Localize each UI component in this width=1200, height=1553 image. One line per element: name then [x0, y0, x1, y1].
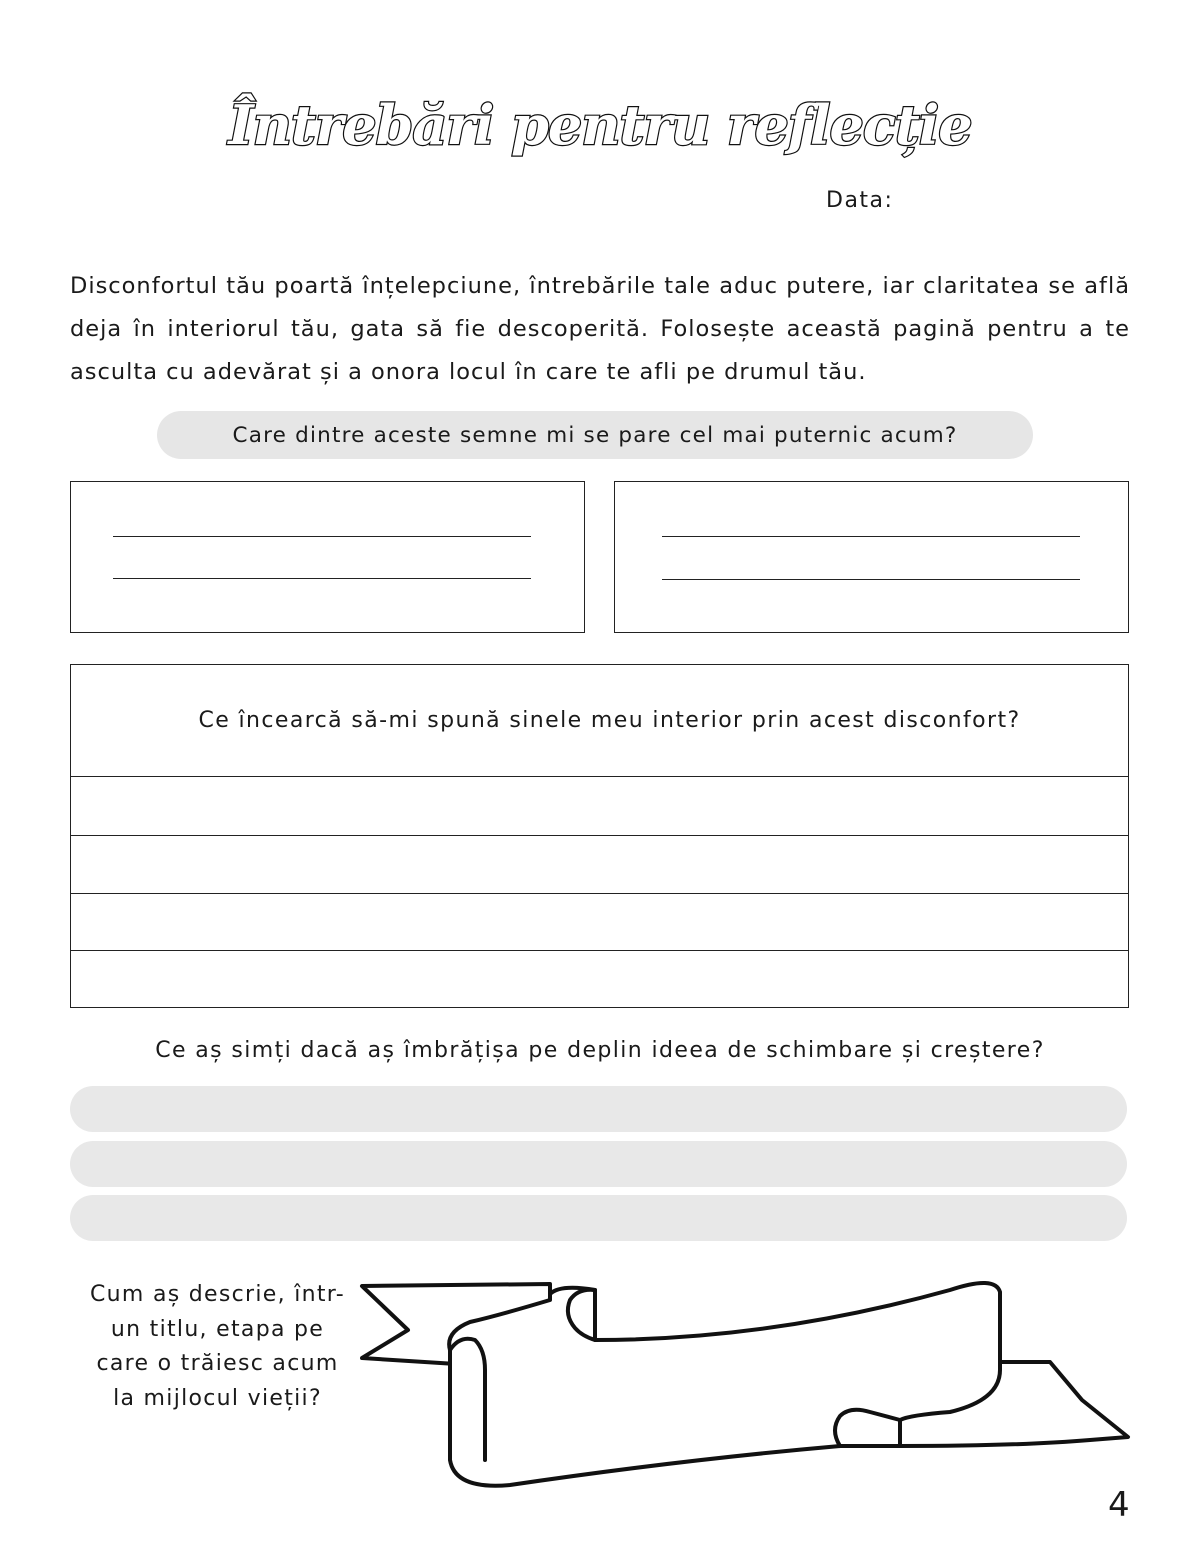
page-title-text: Întrebări pentru reflecție [228, 93, 972, 157]
question-growth: Ce aș simți dacă aș îmbrățișa pe deplin ideea de schimbare și creștere? [155, 1038, 1045, 1063]
write-line[interactable] [113, 536, 531, 537]
answer-row[interactable] [71, 893, 1128, 894]
page-title [0, 74, 1200, 174]
inner-self-answer-table [70, 664, 1129, 1008]
question-signs-pill: Care dintre aceste semne mi se pare cel mai puternic acum? [157, 411, 1033, 459]
page-number: 4 [1108, 1485, 1130, 1525]
intro-paragraph: Disconfortul tău poartă înțelepciune, întrebările tale aduc putere, iar claritatea se află deja în interiorul tău, gata să fie descoperită. Folosește această pagină pentru a te asculta cu adevărat și a onora locul în care te afli pe drumul tău. [70, 273, 1130, 385]
question-inner-self: Ce încearcă să-mi spună sinele meu interior prin acest disconfort? [71, 665, 1128, 777]
question-life-title: Cum aș descrie, într-un titlu, etapa pe care o trăiesc acum la mijlocul vieții? [90, 1282, 345, 1411]
answer-box-left[interactable] [70, 481, 585, 633]
answer-row[interactable] [71, 950, 1128, 951]
answer-box-right[interactable] [614, 481, 1129, 633]
answer-row[interactable] [71, 835, 1128, 836]
write-line[interactable] [662, 536, 1080, 537]
answer-bar[interactable] [70, 1195, 1127, 1241]
answer-bar[interactable] [70, 1141, 1127, 1187]
answer-bar[interactable] [70, 1086, 1127, 1132]
date-label: Data: [826, 188, 894, 213]
write-line[interactable] [662, 579, 1080, 580]
write-line[interactable] [113, 578, 531, 579]
ribbon-banner-icon[interactable] [350, 1270, 1140, 1510]
